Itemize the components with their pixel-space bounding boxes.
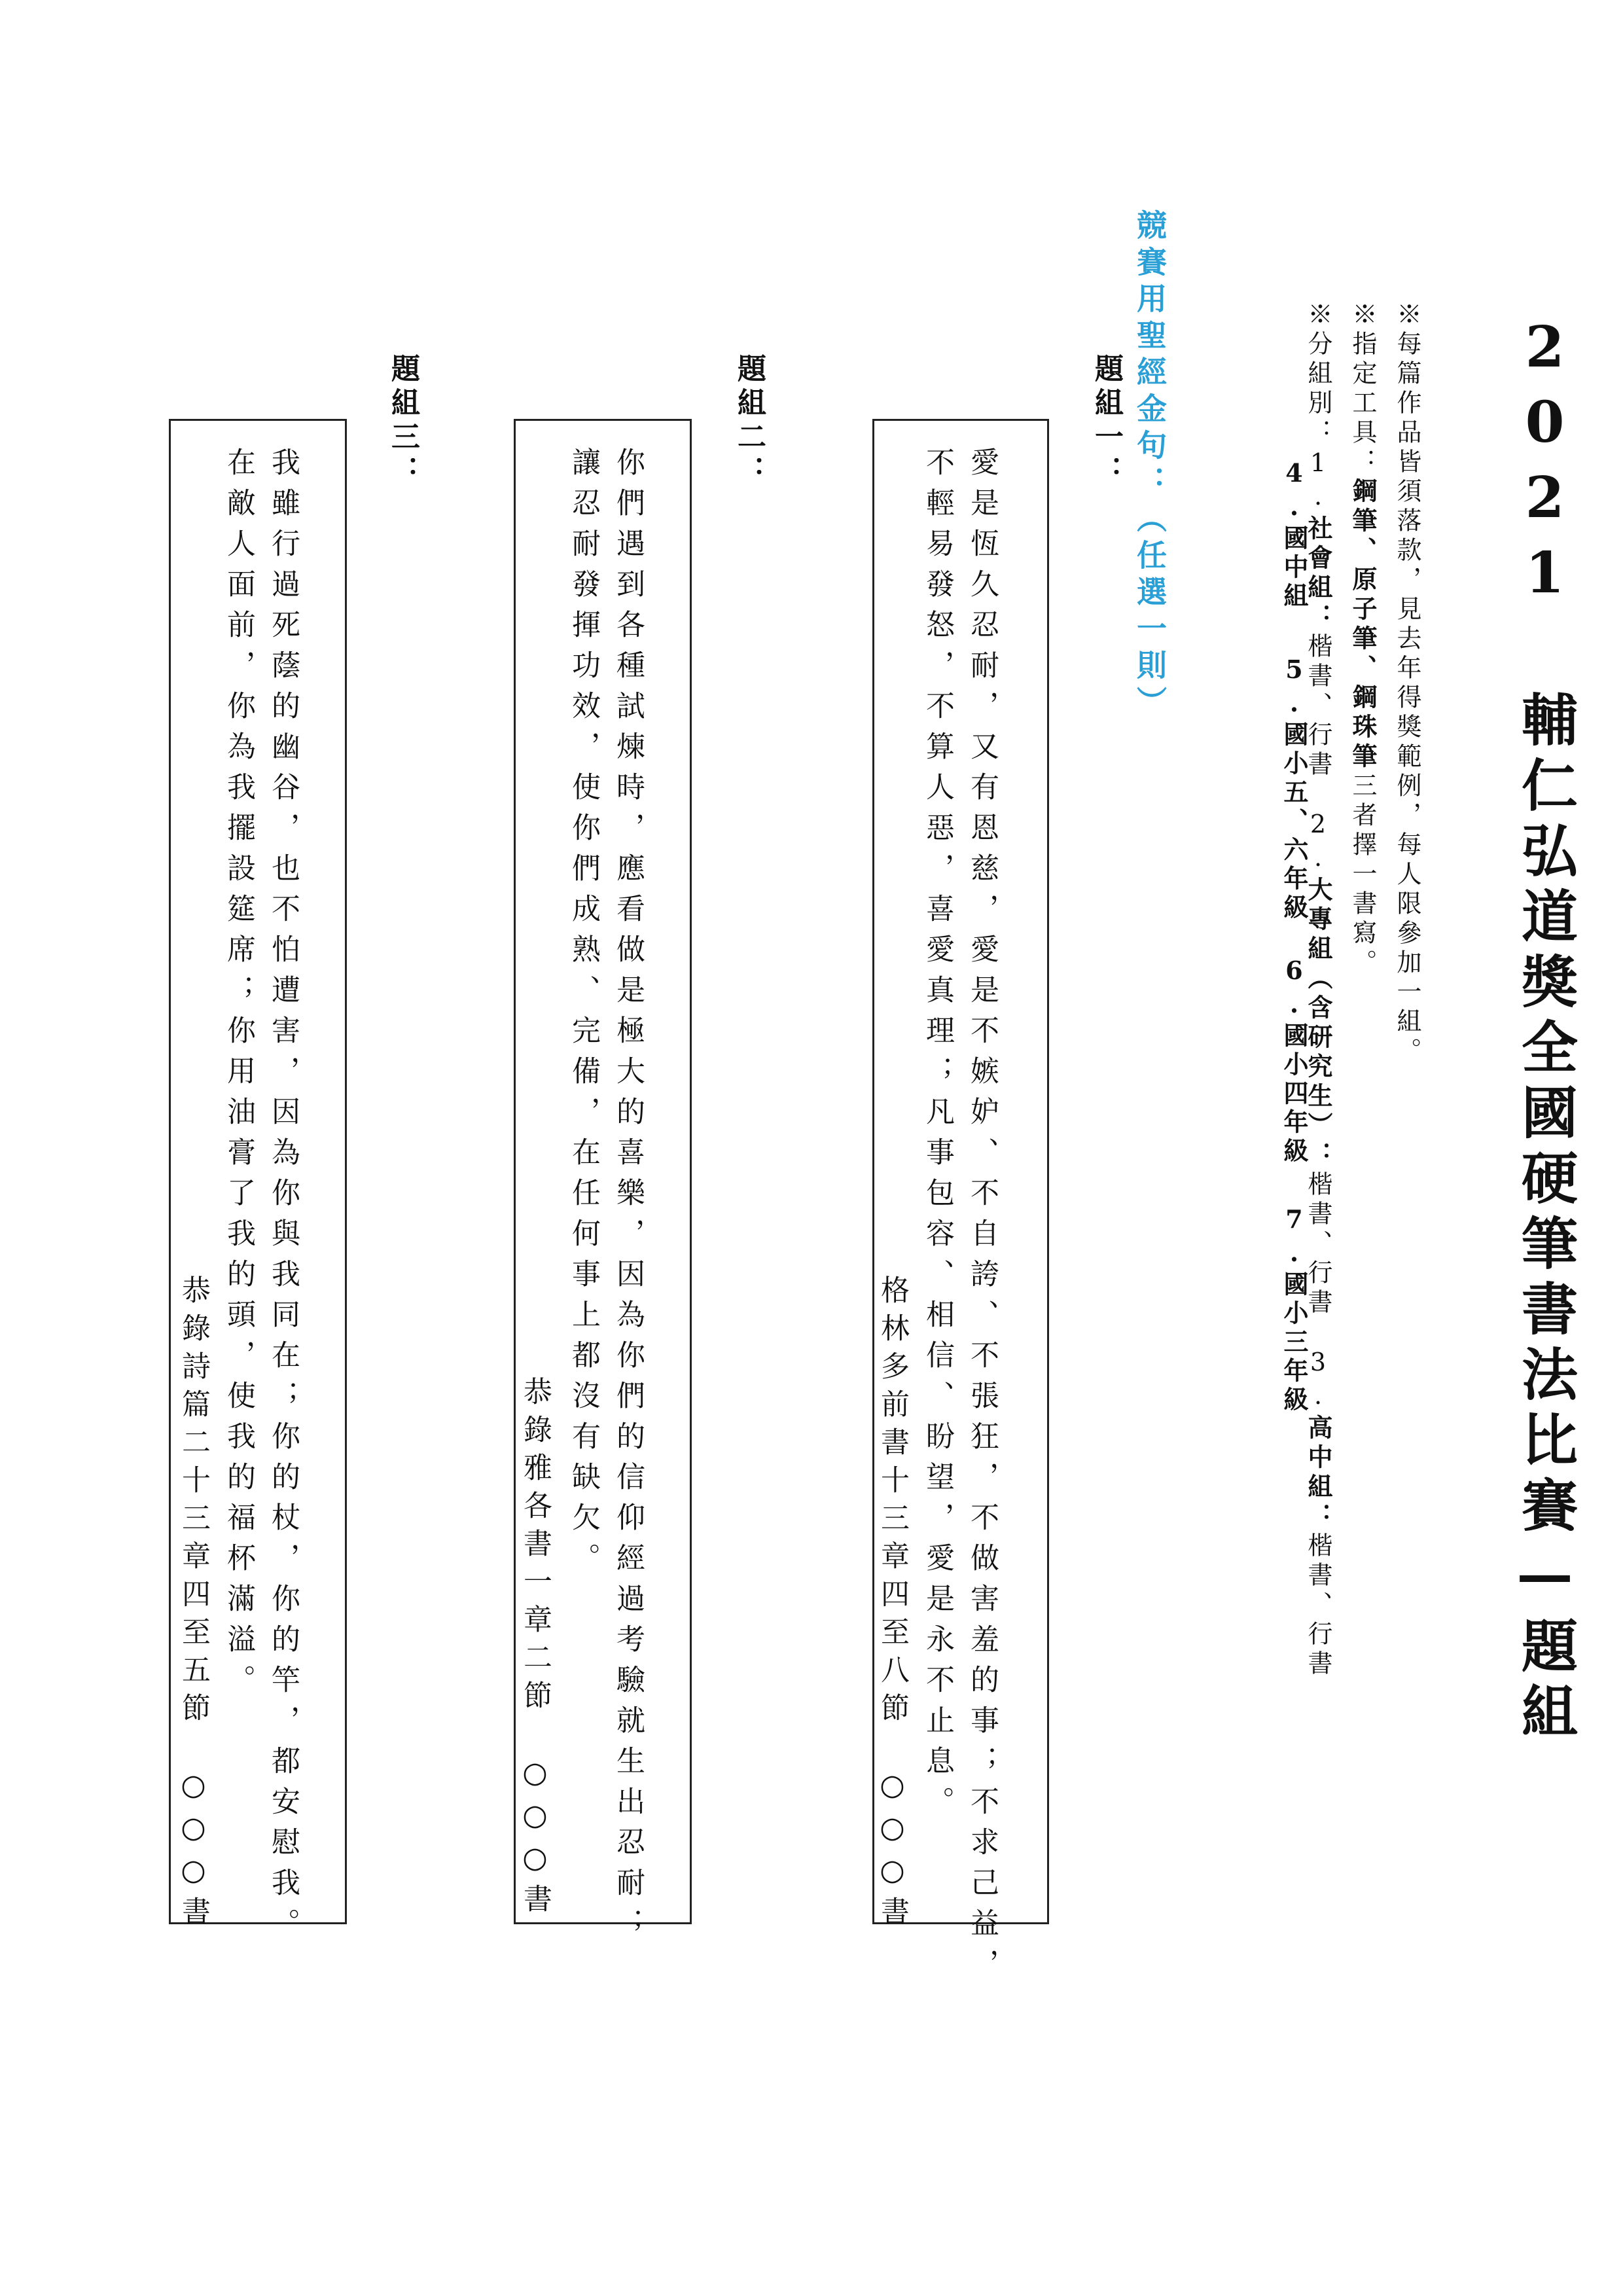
grade-num: 5.	[1279, 655, 1309, 721]
grade-name: 國小三年級	[1279, 1271, 1309, 1415]
grade-junior-high	[1276, 458, 1312, 611]
division-college: 大專組（含研究生）：	[1304, 876, 1333, 1171]
note-tools-suffix: 三者擇一書寫。	[1348, 772, 1377, 978]
division-society-style: 楷書、行書	[1304, 633, 1332, 780]
group-3-verse-line-1: 我雖行過死蔭的幽谷，也不怕遭害，因為你與我同在；你的杖，你的竿，都安慰我。	[266, 447, 300, 1948]
group-3-box	[169, 419, 347, 1948]
grade-name: 國中組	[1279, 525, 1309, 611]
division-highschool-num: 3.	[1304, 1348, 1332, 1414]
group-2-reference: 恭錄雅各書一章二節 ○○○書	[518, 1376, 552, 1922]
note-signature-rule: ※每篇作品皆須落款，見去年得獎範例，每人限參加一組。	[1393, 301, 1421, 1067]
grade-num: 6.	[1279, 956, 1309, 1022]
note-tools	[1348, 301, 1377, 978]
division-society: 社會組：	[1304, 515, 1333, 633]
group-3-reference: 恭錄詩篇二十三章四至五節 ○○○書	[177, 1275, 210, 1934]
group-2-box	[514, 419, 692, 1948]
grade-num: 7.	[1279, 1204, 1309, 1271]
group-1-verse-line-1: 愛是恆久忍耐，又有恩慈，愛是不嫉妒、不自誇、不張狂，不做害羞的事；不求己益，	[965, 447, 999, 1989]
group-2-label: 題組二：	[732, 353, 766, 490]
group-1-reference: 格林多前書十三章四至八節 ○○○書	[876, 1275, 909, 1934]
note-tools-list: 鋼筆、原子筆、鋼珠筆	[1348, 478, 1378, 772]
division-highschool-style: 楷書、行書	[1304, 1532, 1332, 1679]
group-1-label: 題組一：	[1090, 353, 1123, 490]
division-college-style: 楷書、行書	[1304, 1171, 1332, 1318]
grade-name: 國小四年級	[1279, 1022, 1309, 1166]
grade-divisions	[1276, 458, 1315, 1505]
group-3-label: 題組三：	[386, 353, 419, 490]
note-divisions-prefix: ※分組別：1.	[1304, 301, 1332, 515]
group-2-verse-line-2: 讓忍耐發揮功效，使你們成熟、完備，在任何事上都沒有缺欠。	[567, 447, 600, 1583]
division-college-num: 2.	[1304, 810, 1332, 876]
group-1-box	[872, 419, 1049, 1989]
note-tools-prefix: ※指定工具：	[1348, 301, 1377, 478]
division-highschool: 高中組：	[1304, 1414, 1333, 1532]
section-title: 競賽用聖經金句：（任選一則）	[1132, 209, 1168, 723]
group-1-verse-line-2: 不輕易發怒，不算人惡，喜愛真理；凡事包容、相信、盼望，愛是永不止息。	[921, 447, 954, 1827]
grade-name: 國小五、六年級	[1279, 721, 1309, 923]
grade-elementary-4	[1276, 956, 1312, 1166]
group-2-verse-line-1: 你們遇到各種試煉時，應看做是極大的喜樂，因為你們的信仰經過考驗就生出忍耐；	[611, 447, 645, 1948]
grade-num: 4.	[1279, 458, 1309, 525]
group-3-verse-line-2: 在敵人面前，你為我擺設筵席；你用油膏了我的頭，使我的福杯滿溢。	[222, 447, 255, 1705]
grade-elementary-3	[1276, 1204, 1312, 1415]
grade-elementary-5-6	[1276, 655, 1312, 923]
page-title: 2021 輔仁弘道獎全國硬筆書法比賽—題組	[1512, 314, 1578, 1748]
